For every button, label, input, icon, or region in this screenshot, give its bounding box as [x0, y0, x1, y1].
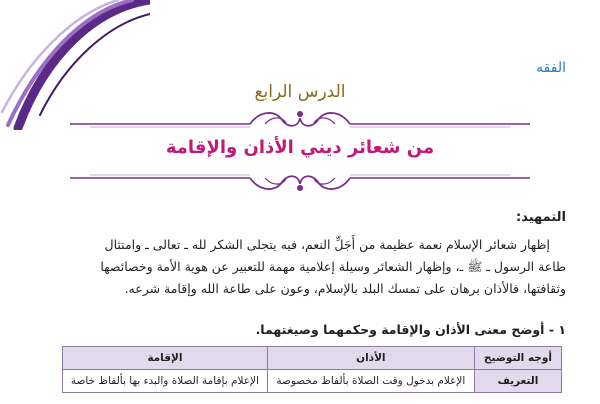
table-cell: الإعلام بدخول وقت الصلاة بألفاظ مخصوصة — [267, 370, 474, 393]
subject-label: الفقه — [536, 60, 566, 76]
intro-line: طاعة الرسول ـ ﷺ ـ، وإظهار الشعائر وسيلة إعلامية مهمة للتعبير عن هوية الأمة وخصائصها — [100, 259, 566, 274]
table-header-row — [63, 347, 562, 370]
question-heading: ١ - أوضح معنى الأذان والإقامة وحكمهما وصيغتهما. — [255, 322, 566, 337]
lesson-number: الدرس الرابع — [254, 82, 346, 102]
intro-line: وثقافتها، فالأذان برهان على تمسك البلد بالإسلام، وعون على طاعة الله وإقامة شرعه. — [124, 281, 566, 296]
column-header: أوجه التوضيح — [474, 347, 561, 370]
intro-paragraph — [32, 234, 566, 300]
ornament-top — [60, 106, 540, 132]
lesson-title: من شعائر ديني الأذان والإقامة — [165, 137, 435, 158]
table-cell: الإعلام بإقامة الصلاة والبدء بها بألفاظ خاصة — [63, 370, 268, 393]
table-row — [63, 370, 562, 393]
column-header: الأذان — [267, 347, 474, 370]
intro-heading: التمهيد: — [516, 210, 566, 225]
row-header: التعريف — [474, 370, 561, 393]
definition-table — [62, 346, 562, 393]
column-header: الإقامة — [63, 347, 268, 370]
ornament-bottom — [60, 170, 540, 196]
intro-line: إظهار شعائر الإسلام نعمة عظيمة من أَجَلِّ النعم، فيه يتجلى الشكر لله ـ تعالى ـ وامتثال — [104, 237, 550, 252]
